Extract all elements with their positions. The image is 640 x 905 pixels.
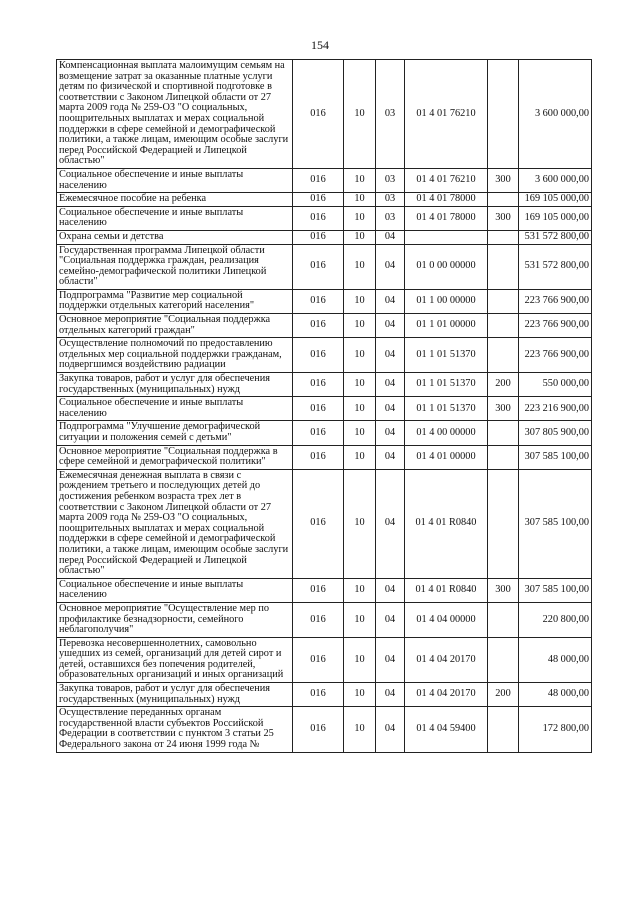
target-article-cell: [405, 230, 488, 244]
target-article-cell: 01 0 00 00000: [405, 244, 488, 289]
target-article-cell: 01 4 01 76210: [405, 60, 488, 169]
expense-type-cell: [488, 314, 519, 338]
item-name-cell: Осуществление полномочий по предоставлению отдельных мер социальной поддержки гражданам, подвергшимся воздействию радиации: [57, 338, 293, 373]
table-row: [57, 637, 592, 682]
expense-type-cell: 300: [488, 206, 519, 230]
ministry-code-cell: 016: [293, 168, 344, 192]
item-name-cell: Социальное обеспечение и иные выплаты населению: [57, 397, 293, 421]
item-name-cell: Охрана семьи и детства: [57, 230, 293, 244]
subsection-code-cell: 04: [376, 421, 405, 445]
subsection-code-cell: 04: [376, 314, 405, 338]
item-name-cell: Основное мероприятие "Социальная поддержка в сфере семейной и демографической политики": [57, 445, 293, 469]
item-name-cell: Подпрограмма "Улучшение демографической ситуации и положения семей с детьми": [57, 421, 293, 445]
amount-cell: 223 766 900,00: [519, 314, 592, 338]
target-article-cell: 01 4 01 78000: [405, 206, 488, 230]
ministry-code-cell: 016: [293, 469, 344, 578]
expense-type-cell: [488, 421, 519, 445]
amount-cell: 169 105 000,00: [519, 206, 592, 230]
subsection-code-cell: 04: [376, 373, 405, 397]
ministry-code-cell: 016: [293, 60, 344, 169]
target-article-cell: 01 4 01 78000: [405, 193, 488, 207]
target-article-cell: 01 1 01 51370: [405, 397, 488, 421]
target-article-cell: 01 1 01 00000: [405, 314, 488, 338]
amount-cell: 220 800,00: [519, 602, 592, 637]
amount-cell: 223 766 900,00: [519, 289, 592, 313]
section-code-cell: 10: [344, 602, 376, 637]
table-row: [57, 373, 592, 397]
item-name-cell: Ежемесячная денежная выплата в связи с рождением третьего и последующих детей до достижения ребенком возраста трех лет в соответствии с Законом Липецкой области от 27 марта 2009 года № 259-ОЗ "О социальных, поощрительных выплатах и мерах социальной поддержки в сфере семейной и демографической политики, а также лицам, имеющим особые заслуги перед Российской Федерацией и Липецкой областью": [57, 469, 293, 578]
amount-cell: 169 105 000,00: [519, 193, 592, 207]
target-article-cell: 01 4 01 00000: [405, 445, 488, 469]
target-article-cell: 01 4 04 59400: [405, 707, 488, 752]
subsection-code-cell: 04: [376, 445, 405, 469]
expense-type-cell: [488, 637, 519, 682]
amount-cell: 307 585 100,00: [519, 445, 592, 469]
subsection-code-cell: 03: [376, 206, 405, 230]
section-code-cell: 10: [344, 421, 376, 445]
section-code-cell: 10: [344, 578, 376, 602]
table-row: [57, 193, 592, 207]
ministry-code-cell: 016: [293, 230, 344, 244]
table-row: [57, 230, 592, 244]
ministry-code-cell: 016: [293, 683, 344, 707]
budget-table: [56, 59, 592, 753]
expense-type-cell: 200: [488, 373, 519, 397]
amount-cell: 172 800,00: [519, 707, 592, 752]
section-code-cell: 10: [344, 683, 376, 707]
amount-cell: 307 585 100,00: [519, 469, 592, 578]
target-article-cell: 01 4 04 00000: [405, 602, 488, 637]
table-row: [57, 683, 592, 707]
amount-cell: 307 585 100,00: [519, 578, 592, 602]
amount-cell: 223 216 900,00: [519, 397, 592, 421]
target-article-cell: 01 4 04 20170: [405, 683, 488, 707]
amount-cell: 3 600 000,00: [519, 60, 592, 169]
section-code-cell: 10: [344, 60, 376, 169]
expense-type-cell: 300: [488, 397, 519, 421]
table-row: [57, 469, 592, 578]
expense-type-cell: [488, 707, 519, 752]
table-row: [57, 314, 592, 338]
section-code-cell: 10: [344, 193, 376, 207]
subsection-code-cell: 04: [376, 707, 405, 752]
amount-cell: 48 000,00: [519, 683, 592, 707]
table-row: [57, 602, 592, 637]
section-code-cell: 10: [344, 244, 376, 289]
item-name-cell: Ежемесячное пособие на ребенка: [57, 193, 293, 207]
target-article-cell: 01 1 00 00000: [405, 289, 488, 313]
target-article-cell: 01 4 00 00000: [405, 421, 488, 445]
section-code-cell: 10: [344, 314, 376, 338]
item-name-cell: Государственная программа Липецкой области "Социальная поддержка граждан, реализация семейно-демографической политики Липецкой области": [57, 244, 293, 289]
amount-cell: 550 000,00: [519, 373, 592, 397]
ministry-code-cell: 016: [293, 421, 344, 445]
table-row: [57, 168, 592, 192]
page-number: 154: [311, 38, 329, 52]
expense-type-cell: [488, 230, 519, 244]
subsection-code-cell: 04: [376, 397, 405, 421]
item-name-cell: Закупка товаров, работ и услуг для обеспечения государственных (муниципальных) нужд: [57, 683, 293, 707]
target-article-cell: 01 4 04 20170: [405, 637, 488, 682]
table-row: [57, 244, 592, 289]
subsection-code-cell: 04: [376, 602, 405, 637]
subsection-code-cell: 04: [376, 230, 405, 244]
item-name-cell: Социальное обеспечение и иные выплаты населению: [57, 206, 293, 230]
section-code-cell: 10: [344, 206, 376, 230]
expense-type-cell: [488, 338, 519, 373]
target-article-cell: 01 4 01 R0840: [405, 469, 488, 578]
ministry-code-cell: 016: [293, 193, 344, 207]
item-name-cell: Осуществление переданных органам государственной власти субъектов Российской Федерации в соответствии с пунктом 3 статьи 25 Федерального закона от 24 июня 1999 года №: [57, 707, 293, 752]
subsection-code-cell: 04: [376, 637, 405, 682]
item-name-cell: Основное мероприятие "Социальная поддержка отдельных категорий граждан": [57, 314, 293, 338]
amount-cell: 531 572 800,00: [519, 230, 592, 244]
section-code-cell: 10: [344, 445, 376, 469]
amount-cell: 48 000,00: [519, 637, 592, 682]
section-code-cell: 10: [344, 707, 376, 752]
ministry-code-cell: 016: [293, 445, 344, 469]
section-code-cell: 10: [344, 637, 376, 682]
amount-cell: 307 805 900,00: [519, 421, 592, 445]
ministry-code-cell: 016: [293, 602, 344, 637]
expense-type-cell: [488, 602, 519, 637]
expense-type-cell: [488, 469, 519, 578]
budget-table-body: [57, 60, 592, 753]
section-code-cell: 10: [344, 168, 376, 192]
ministry-code-cell: 016: [293, 314, 344, 338]
expense-type-cell: [488, 60, 519, 169]
section-code-cell: 10: [344, 230, 376, 244]
target-article-cell: 01 4 01 R0840: [405, 578, 488, 602]
table-row: [57, 338, 592, 373]
item-name-cell: Компенсационная выплата малоимущим семьям на возмещение затрат за оказанные платные услуги детям по физической и спортивной подготовке в соответствии с Законом Липецкой области от 27 марта 2009 года № 259-ОЗ "О социальных, поощрительных выплатах и мерах социальной поддержки в сфере семейной и демографической политики, а также лицам, имеющим особые заслуги перед Российской Федерацией и Липецкой областью": [57, 60, 293, 169]
expense-type-cell: 300: [488, 578, 519, 602]
item-name-cell: Социальное обеспечение и иные выплаты населению: [57, 168, 293, 192]
table-row: [57, 289, 592, 313]
subsection-code-cell: 03: [376, 60, 405, 169]
target-article-cell: 01 4 01 76210: [405, 168, 488, 192]
expense-type-cell: [488, 193, 519, 207]
amount-cell: 3 600 000,00: [519, 168, 592, 192]
subsection-code-cell: 04: [376, 578, 405, 602]
expense-type-cell: [488, 289, 519, 313]
section-code-cell: 10: [344, 338, 376, 373]
table-row: [57, 707, 592, 752]
ministry-code-cell: 016: [293, 397, 344, 421]
item-name-cell: Перевозка несовершеннолетних, самовольно ушедших из семей, организаций для детей сирот и детей, оставшихся без попечения родителей, образовательных организаций и иных организаций: [57, 637, 293, 682]
section-code-cell: 10: [344, 289, 376, 313]
target-article-cell: 01 1 01 51370: [405, 373, 488, 397]
section-code-cell: 10: [344, 373, 376, 397]
section-code-cell: 10: [344, 469, 376, 578]
subsection-code-cell: 03: [376, 168, 405, 192]
subsection-code-cell: 04: [376, 244, 405, 289]
expense-type-cell: [488, 244, 519, 289]
item-name-cell: Закупка товаров, работ и услуг для обеспечения государственных (муниципальных) нужд: [57, 373, 293, 397]
amount-cell: 531 572 800,00: [519, 244, 592, 289]
section-code-cell: 10: [344, 397, 376, 421]
amount-cell: 223 766 900,00: [519, 338, 592, 373]
expense-type-cell: [488, 445, 519, 469]
subsection-code-cell: 04: [376, 469, 405, 578]
subsection-code-cell: 04: [376, 338, 405, 373]
ministry-code-cell: 016: [293, 578, 344, 602]
table-row: [57, 206, 592, 230]
subsection-code-cell: 04: [376, 683, 405, 707]
table-row: [57, 421, 592, 445]
ministry-code-cell: 016: [293, 289, 344, 313]
table-row: [57, 60, 592, 169]
table-row: [57, 445, 592, 469]
target-article-cell: 01 1 01 51370: [405, 338, 488, 373]
item-name-cell: Основное мероприятие "Осуществление мер по профилактике безнадзорности, семейного неблагополучия": [57, 602, 293, 637]
expense-type-cell: 300: [488, 168, 519, 192]
ministry-code-cell: 016: [293, 338, 344, 373]
item-name-cell: Подпрограмма "Развитие мер социальной поддержки отдельных категорий населения": [57, 289, 293, 313]
item-name-cell: Социальное обеспечение и иные выплаты населению: [57, 578, 293, 602]
ministry-code-cell: 016: [293, 373, 344, 397]
ministry-code-cell: 016: [293, 206, 344, 230]
ministry-code-cell: 016: [293, 707, 344, 752]
expense-type-cell: 200: [488, 683, 519, 707]
subsection-code-cell: 04: [376, 289, 405, 313]
ministry-code-cell: 016: [293, 637, 344, 682]
subsection-code-cell: 03: [376, 193, 405, 207]
table-row: [57, 397, 592, 421]
ministry-code-cell: 016: [293, 244, 344, 289]
table-row: [57, 578, 592, 602]
